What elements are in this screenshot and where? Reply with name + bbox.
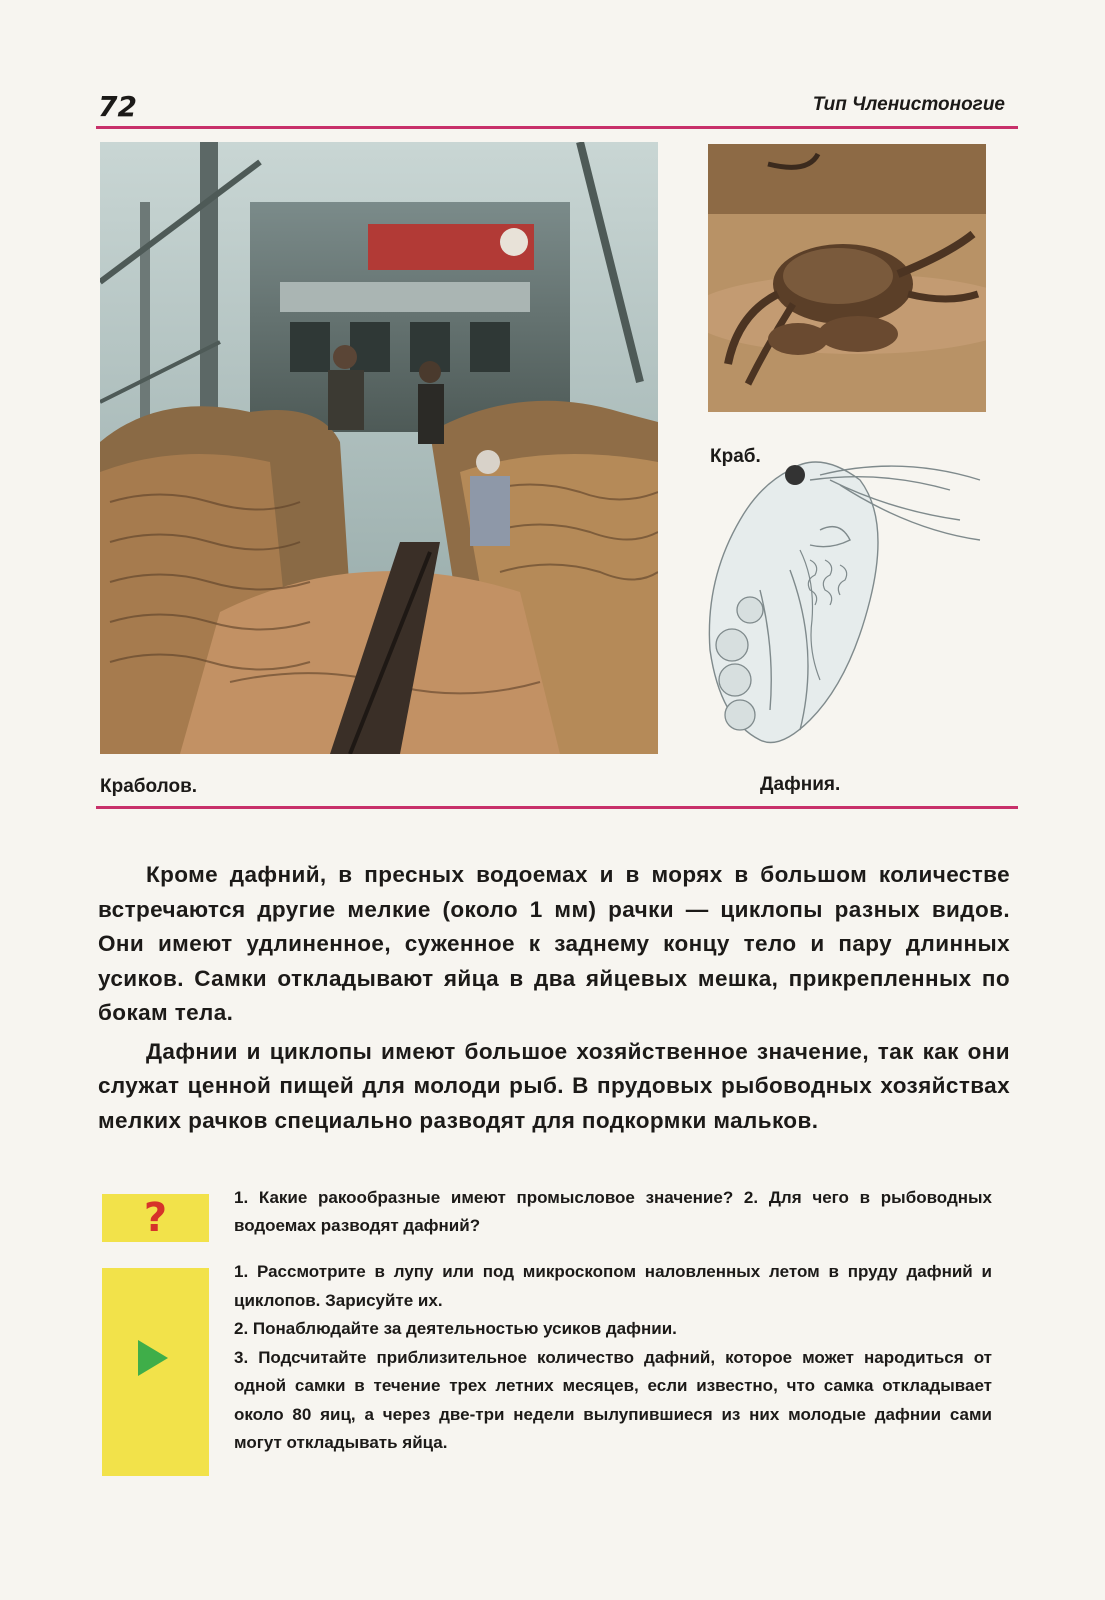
question-mark-icon: ? xyxy=(143,1195,168,1241)
play-icon xyxy=(138,1340,168,1376)
paragraph-1: Кроме дафний, в пресных водоемах и в морях в большом количестве встречаются другие мелкие (около 1 мм) рачки — циклопы разных видов. Они имеют удлиненное, суженное к заднему концу тело и пару длинных усиков. Самки откладывают яйца в два яйцевых мешка, прикрепленных по бокам тела. xyxy=(98,862,1010,1025)
crab-photo xyxy=(708,144,986,412)
crab-fishing-photo xyxy=(100,142,658,754)
figure-rule xyxy=(96,806,1018,809)
task-item: 3. Подсчитайте приблизительное количество дафний, которое может народиться от одной самки в течение трех летних месяцев, если известно, что самка откладывает около 80 яиц, а через две-три недели вылупившиеся из них молодые дафнии сами могут откладывать яйца. xyxy=(234,1347,992,1452)
page-number: 72 xyxy=(98,90,137,123)
task-item: 2. Понаблюдайте за деятельностью усиков дафнии. xyxy=(234,1319,677,1338)
tasks-text xyxy=(234,1258,992,1458)
task-item: 1. Рассмотрите в лупу или под микроскопом наловленных летом в пруду дафний и циклопов. Зарисуйте их. xyxy=(234,1262,992,1310)
crab-fishing-caption: Краболов. xyxy=(100,776,198,797)
body-text xyxy=(98,858,1010,1142)
crab-illustration xyxy=(708,144,986,412)
paragraph-2: Дафнии и циклопы имеют большое хозяйственное значение, так как они служат ценной пищей для молоди рыб. В прудовых рыбоводных хозяйствах мелких рачков специально разводят для подкормки мальков. xyxy=(98,1038,1010,1133)
daphnia-drawing xyxy=(700,450,1000,760)
daphnia-illustration xyxy=(700,450,1000,760)
crab-caption: Краб. xyxy=(710,446,761,467)
running-title: Тип Членистоногие xyxy=(812,94,1005,115)
questions-text: 1. Какие ракообразные имеют промысловое значение? 2. Для чего в рыбоводных водоемах разводят дафний? xyxy=(234,1188,992,1235)
daphnia-caption: Дафния. xyxy=(760,774,841,795)
question-box xyxy=(102,1194,209,1242)
header-rule xyxy=(96,126,1018,129)
task-box xyxy=(102,1268,209,1476)
crab-fishing-illustration xyxy=(100,142,658,754)
